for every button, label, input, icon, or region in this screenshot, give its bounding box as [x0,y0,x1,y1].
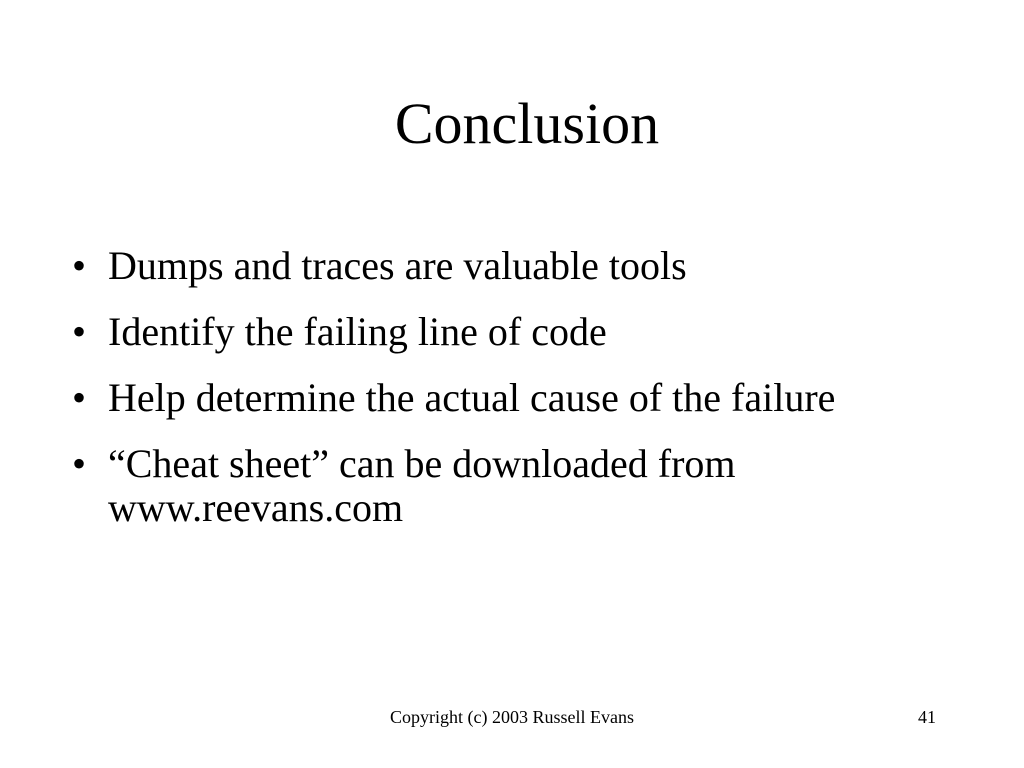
bullet-point-icon: • [72,441,87,486]
bullet-point-icon: • [72,243,87,288]
bullet-text: “Cheat sheet” can be downloaded from [108,441,736,486]
footer-copyright: Copyright (c) 2003 Russell Evans [390,707,634,727]
bullet-text: Help determine the actual cause of the failure [108,375,836,420]
bullet-item [72,442,972,530]
bullet-text: Identify the failing line of code [108,309,607,354]
bullet-url-text: www.reevans.com [108,485,404,530]
bullet-text: Dumps and traces are valuable tools [108,243,687,288]
page-number: 41 [918,707,936,727]
bullet-list [72,244,972,552]
bullet-item [72,244,972,288]
bullet-item [72,310,972,354]
bullet-point-icon: • [72,375,87,420]
bullet-item [72,376,972,420]
bullet-point-icon: • [72,309,87,354]
slide-title: Conclusion [394,91,660,156]
